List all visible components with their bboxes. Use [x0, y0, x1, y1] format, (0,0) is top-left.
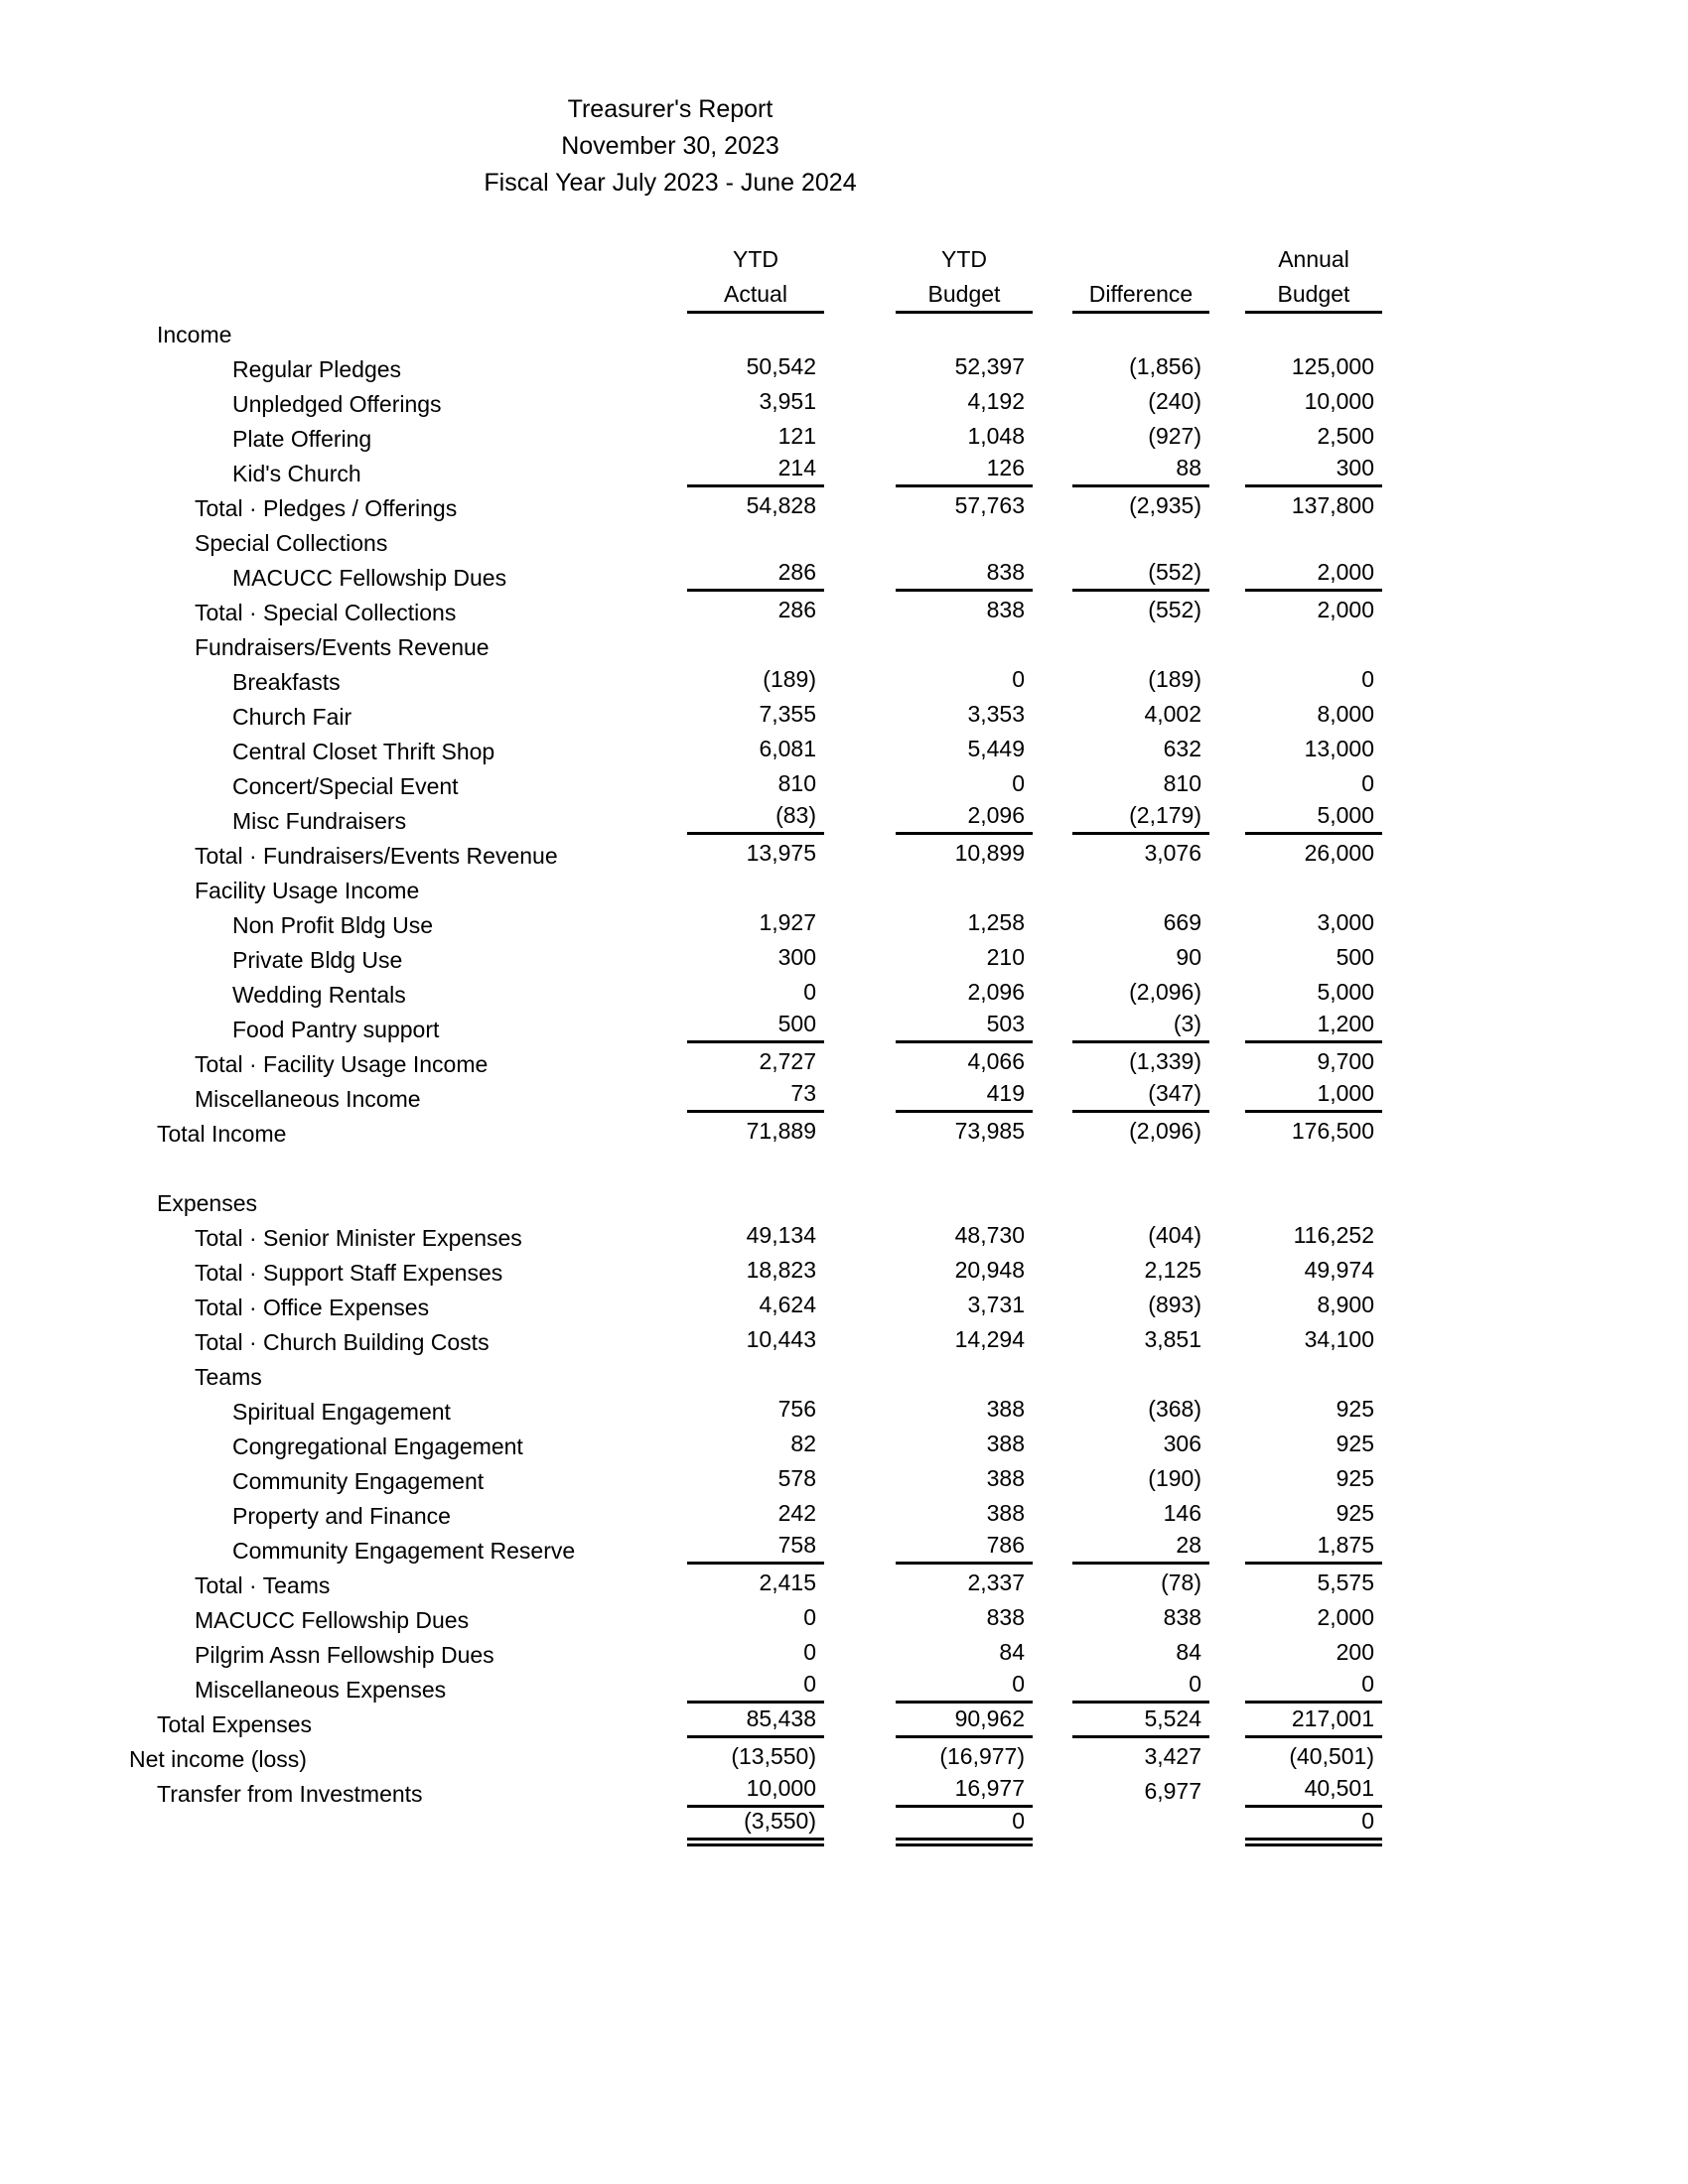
cell-value: 756	[777, 1396, 816, 1422]
table-row	[0, 1182, 1382, 1217]
row-label: Congregational Engagement	[232, 1433, 523, 1459]
row-label: Teams	[195, 1364, 262, 1390]
cell-value: 0	[1012, 666, 1025, 692]
cell-value: 419	[896, 1080, 1033, 1113]
cell-value: (189)	[1148, 666, 1201, 692]
cell-value: 73	[687, 1080, 824, 1113]
cell-value: 3,427	[1144, 1743, 1201, 1769]
row-label: Total · Senior Minister Expenses	[195, 1225, 522, 1251]
cell-value: (240)	[1148, 388, 1201, 414]
cell-value: 0	[803, 979, 816, 1005]
table-row	[0, 626, 1382, 661]
cell-value: 71,889	[746, 1118, 816, 1144]
cell-value: 1,000	[1245, 1080, 1382, 1113]
cell-value	[896, 554, 1033, 557]
row-label: MACUCC Fellowship Dues	[232, 565, 507, 591]
cell-value: 84	[1176, 1639, 1201, 1665]
cell-value	[896, 658, 1033, 661]
cell-value	[1245, 658, 1382, 661]
cell-value: 34,100	[1304, 1326, 1374, 1352]
cell-value: 210	[986, 944, 1025, 970]
cell-value: 1,048	[967, 423, 1025, 449]
cell-value	[896, 1214, 1033, 1217]
table-row	[0, 1808, 1382, 1843]
row-label: Expenses	[157, 1190, 258, 1216]
cell-value: 925	[1336, 1500, 1374, 1526]
cell-value: 28	[1072, 1532, 1209, 1565]
cell-value	[1072, 1388, 1209, 1391]
cell-value: 286	[687, 559, 824, 592]
cell-value: 2,727	[759, 1048, 816, 1074]
cell-value: 0	[1245, 1671, 1382, 1704]
cell-value: 2,337	[967, 1570, 1025, 1595]
table-row	[0, 1704, 1382, 1738]
cell-value: 84	[999, 1639, 1025, 1665]
table-row	[0, 314, 1382, 348]
report-table-body	[0, 314, 1382, 1843]
cell-value: 2,415	[759, 1570, 816, 1595]
cell-value: (1,856)	[1129, 353, 1201, 379]
cell-value: 3,076	[1144, 840, 1201, 866]
table-row	[0, 1634, 1382, 1669]
cell-value: 73,985	[954, 1118, 1025, 1144]
cell-value: 5,000	[1245, 802, 1382, 835]
cell-value: 126	[896, 455, 1033, 487]
cell-value: (2,935)	[1129, 492, 1201, 518]
table-row	[0, 1356, 1382, 1391]
col-header-budget-top: YTD	[941, 246, 987, 272]
cell-value	[1245, 1179, 1382, 1182]
table-row	[0, 1043, 1382, 1078]
cell-value: 200	[1336, 1639, 1374, 1665]
cell-value: 838	[986, 597, 1025, 622]
cell-value	[1245, 554, 1382, 557]
table-row	[0, 1426, 1382, 1460]
cell-value: (552)	[1072, 559, 1209, 592]
cell-value: 2,500	[1317, 423, 1374, 449]
row-label: Pilgrim Assn Fellowship Dues	[195, 1642, 494, 1668]
cell-value: 2,096	[967, 979, 1025, 1005]
col-header-difference-top	[1072, 273, 1209, 276]
cell-value: 2,000	[1245, 559, 1382, 592]
table-row	[0, 1669, 1382, 1704]
cell-value: 4,624	[759, 1292, 816, 1317]
cell-value: 20,948	[954, 1257, 1025, 1283]
cell-value: 4,002	[1144, 701, 1201, 727]
cell-value: 176,500	[1291, 1118, 1374, 1144]
cell-value: 5,524	[1072, 1706, 1209, 1738]
cell-value: 1,927	[759, 909, 816, 935]
cell-value: (190)	[1148, 1465, 1201, 1491]
cell-value: 810	[777, 770, 816, 796]
cell-value	[1245, 1388, 1382, 1391]
cell-value: (78)	[1161, 1570, 1201, 1595]
table-row	[0, 1391, 1382, 1426]
cell-value: 217,001	[1245, 1706, 1382, 1738]
cell-value: 116,252	[1293, 1222, 1374, 1248]
cell-value: 786	[896, 1532, 1033, 1565]
row-label: Special Collections	[195, 530, 388, 556]
col-header-annual-top: Annual	[1278, 246, 1349, 272]
cell-value	[687, 658, 824, 661]
cell-value: 286	[777, 597, 816, 622]
row-label: Food Pantry support	[232, 1017, 440, 1042]
cell-value: 90,962	[896, 1706, 1033, 1738]
cell-value	[896, 1388, 1033, 1391]
row-label: Regular Pledges	[232, 356, 402, 382]
cell-value: (1,339)	[1129, 1048, 1201, 1074]
table-row	[0, 1599, 1382, 1634]
cell-value: 2,125	[1144, 1257, 1201, 1283]
cell-value: 10,443	[746, 1326, 816, 1352]
row-label: Wedding Rentals	[232, 982, 406, 1008]
cell-value: 669	[1163, 909, 1201, 935]
row-label: Central Closet Thrift Shop	[232, 739, 495, 764]
cell-value: (2,096)	[1129, 979, 1201, 1005]
col-header-budget: Budget	[896, 281, 1033, 314]
table-row	[0, 592, 1382, 626]
cell-value: 1,258	[967, 909, 1025, 935]
col-header-actual: Actual	[687, 281, 824, 314]
cell-value: 146	[1163, 1500, 1201, 1526]
cell-value: 388	[986, 1465, 1025, 1491]
cell-value: 5,000	[1317, 979, 1374, 1005]
cell-value: 10,000	[1304, 388, 1374, 414]
row-label: Church Fair	[232, 704, 352, 730]
cell-value: 0	[1012, 770, 1025, 796]
row-label: Total · Facility Usage Income	[195, 1051, 489, 1077]
table-row	[0, 522, 1382, 557]
cell-value: (3,550)	[687, 1808, 824, 1846]
col-header-actual-top: YTD	[733, 246, 778, 272]
cell-value: 810	[1163, 770, 1201, 796]
cell-value: (13,550)	[731, 1743, 816, 1769]
cell-value: 40,501	[1245, 1775, 1382, 1808]
cell-value	[1072, 1214, 1209, 1217]
cell-value: 388	[986, 1396, 1025, 1422]
cell-value: 13,975	[746, 840, 816, 866]
cell-value: 300	[1245, 455, 1382, 487]
row-label: Kid's Church	[232, 461, 361, 486]
table-row	[0, 939, 1382, 974]
cell-value: 388	[986, 1431, 1025, 1456]
row-label: Misc Fundraisers	[232, 808, 407, 834]
cell-value: 0	[1245, 1808, 1382, 1846]
table-row	[0, 1565, 1382, 1599]
cell-value: 925	[1336, 1431, 1374, 1456]
cell-value: 2,000	[1317, 597, 1374, 622]
table-row	[0, 1009, 1382, 1043]
cell-value: 0	[803, 1639, 816, 1665]
cell-value	[1072, 345, 1209, 348]
table-row	[0, 1530, 1382, 1565]
table-row	[0, 696, 1382, 731]
row-label: Breakfasts	[232, 669, 341, 695]
cell-value: 8,900	[1317, 1292, 1374, 1317]
cell-value: 3,951	[759, 388, 816, 414]
cell-value: 125,000	[1291, 353, 1374, 379]
cell-value: 137,800	[1291, 492, 1374, 518]
cell-value: (368)	[1148, 1396, 1201, 1422]
cell-value: 578	[777, 1465, 816, 1491]
table-row	[0, 800, 1382, 835]
table-row	[0, 731, 1382, 765]
cell-value	[687, 901, 824, 904]
cell-value: 838	[1163, 1604, 1201, 1630]
table-row	[0, 904, 1382, 939]
cell-value: 242	[777, 1500, 816, 1526]
table-row	[0, 1078, 1382, 1113]
cell-value: (40,501)	[1289, 1743, 1374, 1769]
cell-value: 300	[777, 944, 816, 970]
cell-value: (347)	[1072, 1080, 1209, 1113]
row-label: Total · Support Staff Expenses	[195, 1260, 503, 1286]
cell-value: 4,192	[967, 388, 1025, 414]
cell-value: 90	[1176, 944, 1201, 970]
cell-value: 4,066	[967, 1048, 1025, 1074]
row-label: Total · Fundraisers/Events Revenue	[195, 843, 558, 869]
cell-value: (552)	[1148, 597, 1201, 622]
cell-value: 82	[790, 1431, 816, 1456]
cell-value	[687, 1179, 824, 1182]
cell-value: 49,134	[746, 1222, 816, 1248]
cell-value: 0	[896, 1671, 1033, 1704]
table-row	[0, 487, 1382, 522]
cell-value	[687, 1214, 824, 1217]
row-label: Net income (loss)	[129, 1746, 307, 1772]
cell-value: 9,700	[1317, 1048, 1374, 1074]
cell-value	[1072, 658, 1209, 661]
table-row	[0, 1495, 1382, 1530]
row-label: Facility Usage Income	[195, 878, 420, 903]
cell-value	[687, 554, 824, 557]
cell-value: (189)	[763, 666, 816, 692]
col-header-difference: Difference	[1072, 281, 1209, 314]
spacer-row	[0, 1148, 1382, 1182]
cell-value: 49,974	[1304, 1257, 1374, 1283]
cell-value: 26,000	[1304, 840, 1374, 866]
cell-value: 16,977	[896, 1775, 1033, 1808]
report-title: Treasurer's Report	[567, 95, 774, 123]
table-row	[0, 835, 1382, 870]
table-row	[0, 1217, 1382, 1252]
cell-value: (893)	[1148, 1292, 1201, 1317]
table-row	[0, 1738, 1382, 1773]
cell-value: 5,449	[967, 736, 1025, 761]
table-row	[0, 1287, 1382, 1321]
cell-value: 85,438	[687, 1706, 824, 1738]
cell-value	[896, 901, 1033, 904]
table-row	[0, 1113, 1382, 1148]
cell-value: 0	[687, 1671, 824, 1704]
report-date: November 30, 2023	[561, 132, 779, 160]
cell-value: (2,096)	[1129, 1118, 1201, 1144]
row-label: Non Profit Bldg Use	[232, 912, 433, 938]
table-row	[0, 1460, 1382, 1495]
cell-value	[896, 345, 1033, 348]
row-label: Transfer from Investments	[157, 1781, 423, 1807]
cell-value: 88	[1072, 455, 1209, 487]
cell-value: 18,823	[746, 1257, 816, 1283]
cell-value: (16,977)	[939, 1743, 1025, 1769]
row-label: Miscellaneous Income	[195, 1086, 421, 1112]
table-row	[0, 1321, 1382, 1356]
row-label: Total · Special Collections	[195, 600, 457, 625]
cell-value: 6,977	[1144, 1778, 1201, 1804]
table-row	[0, 765, 1382, 800]
row-label: Spiritual Engagement	[232, 1399, 451, 1425]
cell-value	[1245, 901, 1382, 904]
column-header-row-2	[0, 276, 1382, 314]
cell-value: (404)	[1148, 1222, 1201, 1248]
cell-value: 3,353	[967, 701, 1025, 727]
cell-value: 1,200	[1245, 1011, 1382, 1043]
cell-value: 500	[1336, 944, 1374, 970]
cell-value: 0	[803, 1604, 816, 1630]
cell-value	[1245, 345, 1382, 348]
row-label: MACUCC Fellowship Dues	[195, 1607, 470, 1633]
report-table	[0, 238, 1382, 1843]
row-label: Total Expenses	[157, 1711, 312, 1737]
table-row	[0, 418, 1382, 453]
cell-value	[1072, 901, 1209, 904]
cell-value: (3)	[1072, 1011, 1209, 1043]
cell-value: 50,542	[746, 353, 816, 379]
cell-value: 632	[1163, 736, 1201, 761]
cell-value: 13,000	[1304, 736, 1374, 761]
cell-value: 838	[896, 559, 1033, 592]
table-row	[0, 1773, 1382, 1808]
cell-value: 3,731	[967, 1292, 1025, 1317]
col-header-annual: Budget	[1245, 281, 1382, 314]
table-row	[0, 870, 1382, 904]
cell-value: (2,179)	[1072, 802, 1209, 835]
report-fiscal-year: Fiscal Year July 2023 - June 2024	[484, 169, 857, 197]
row-label: Total · Pledges / Offerings	[195, 495, 458, 521]
cell-value: 925	[1336, 1465, 1374, 1491]
cell-value: 6,081	[759, 736, 816, 761]
row-label: Total · Church Building Costs	[195, 1329, 490, 1355]
cell-value: (927)	[1148, 423, 1201, 449]
cell-value	[1072, 1179, 1209, 1182]
cell-value: 306	[1163, 1431, 1201, 1456]
report-title-block	[0, 91, 1340, 202]
cell-value	[1072, 554, 1209, 557]
cell-value: 925	[1336, 1396, 1374, 1422]
cell-value: 0	[1361, 666, 1374, 692]
cell-value: 2,000	[1317, 1604, 1374, 1630]
cell-value: 500	[687, 1011, 824, 1043]
cell-value: 8,000	[1317, 701, 1374, 727]
row-label: Total · Office Expenses	[195, 1295, 430, 1320]
table-row	[0, 661, 1382, 696]
cell-value: 1,875	[1245, 1532, 1382, 1565]
cell-value	[1072, 1843, 1209, 1846]
row-label: Community Engagement	[232, 1468, 485, 1494]
row-label: Property and Finance	[232, 1503, 451, 1529]
cell-value: 214	[687, 455, 824, 487]
table-row	[0, 1252, 1382, 1287]
cell-value	[896, 1179, 1033, 1182]
table-row	[0, 974, 1382, 1009]
row-label: Private Bldg Use	[232, 947, 403, 973]
row-label: Unpledged Offerings	[232, 391, 442, 417]
table-row	[0, 557, 1382, 592]
cell-value	[1245, 1214, 1382, 1217]
cell-value	[687, 345, 824, 348]
cell-value: 3,851	[1144, 1326, 1201, 1352]
cell-value: 838	[986, 1604, 1025, 1630]
row-label: Total Income	[157, 1121, 287, 1147]
cell-value	[687, 1388, 824, 1391]
cell-value: 54,828	[746, 492, 816, 518]
cell-value: 10,899	[954, 840, 1025, 866]
row-label: Miscellaneous Expenses	[195, 1677, 447, 1703]
cell-value: 14,294	[954, 1326, 1025, 1352]
cell-value: 0	[1361, 770, 1374, 796]
row-label: Concert/Special Event	[232, 773, 459, 799]
table-row	[0, 453, 1382, 487]
cell-value: 0	[896, 1808, 1033, 1846]
row-label: Plate Offering	[232, 426, 372, 452]
cell-value: 52,397	[954, 353, 1025, 379]
table-row	[0, 383, 1382, 418]
row-label: Community Engagement Reserve	[232, 1538, 576, 1564]
cell-value: 48,730	[954, 1222, 1025, 1248]
cell-value: (83)	[687, 802, 824, 835]
cell-value: 388	[986, 1500, 1025, 1526]
cell-value: 57,763	[954, 492, 1025, 518]
row-label: Total · Teams	[195, 1572, 331, 1598]
cell-value: 503	[896, 1011, 1033, 1043]
table-row	[0, 348, 1382, 383]
cell-value: 0	[1072, 1671, 1209, 1704]
cell-value: 758	[687, 1532, 824, 1565]
cell-value: 2,096	[896, 802, 1033, 835]
cell-value: 121	[777, 423, 816, 449]
cell-value: 10,000	[687, 1775, 824, 1808]
cell-value: 3,000	[1317, 909, 1374, 935]
cell-value: 5,575	[1317, 1570, 1374, 1595]
row-label: Income	[157, 322, 232, 347]
row-label: Fundraisers/Events Revenue	[195, 634, 490, 660]
cell-value: 7,355	[759, 701, 816, 727]
column-header-row-1	[0, 238, 1382, 276]
